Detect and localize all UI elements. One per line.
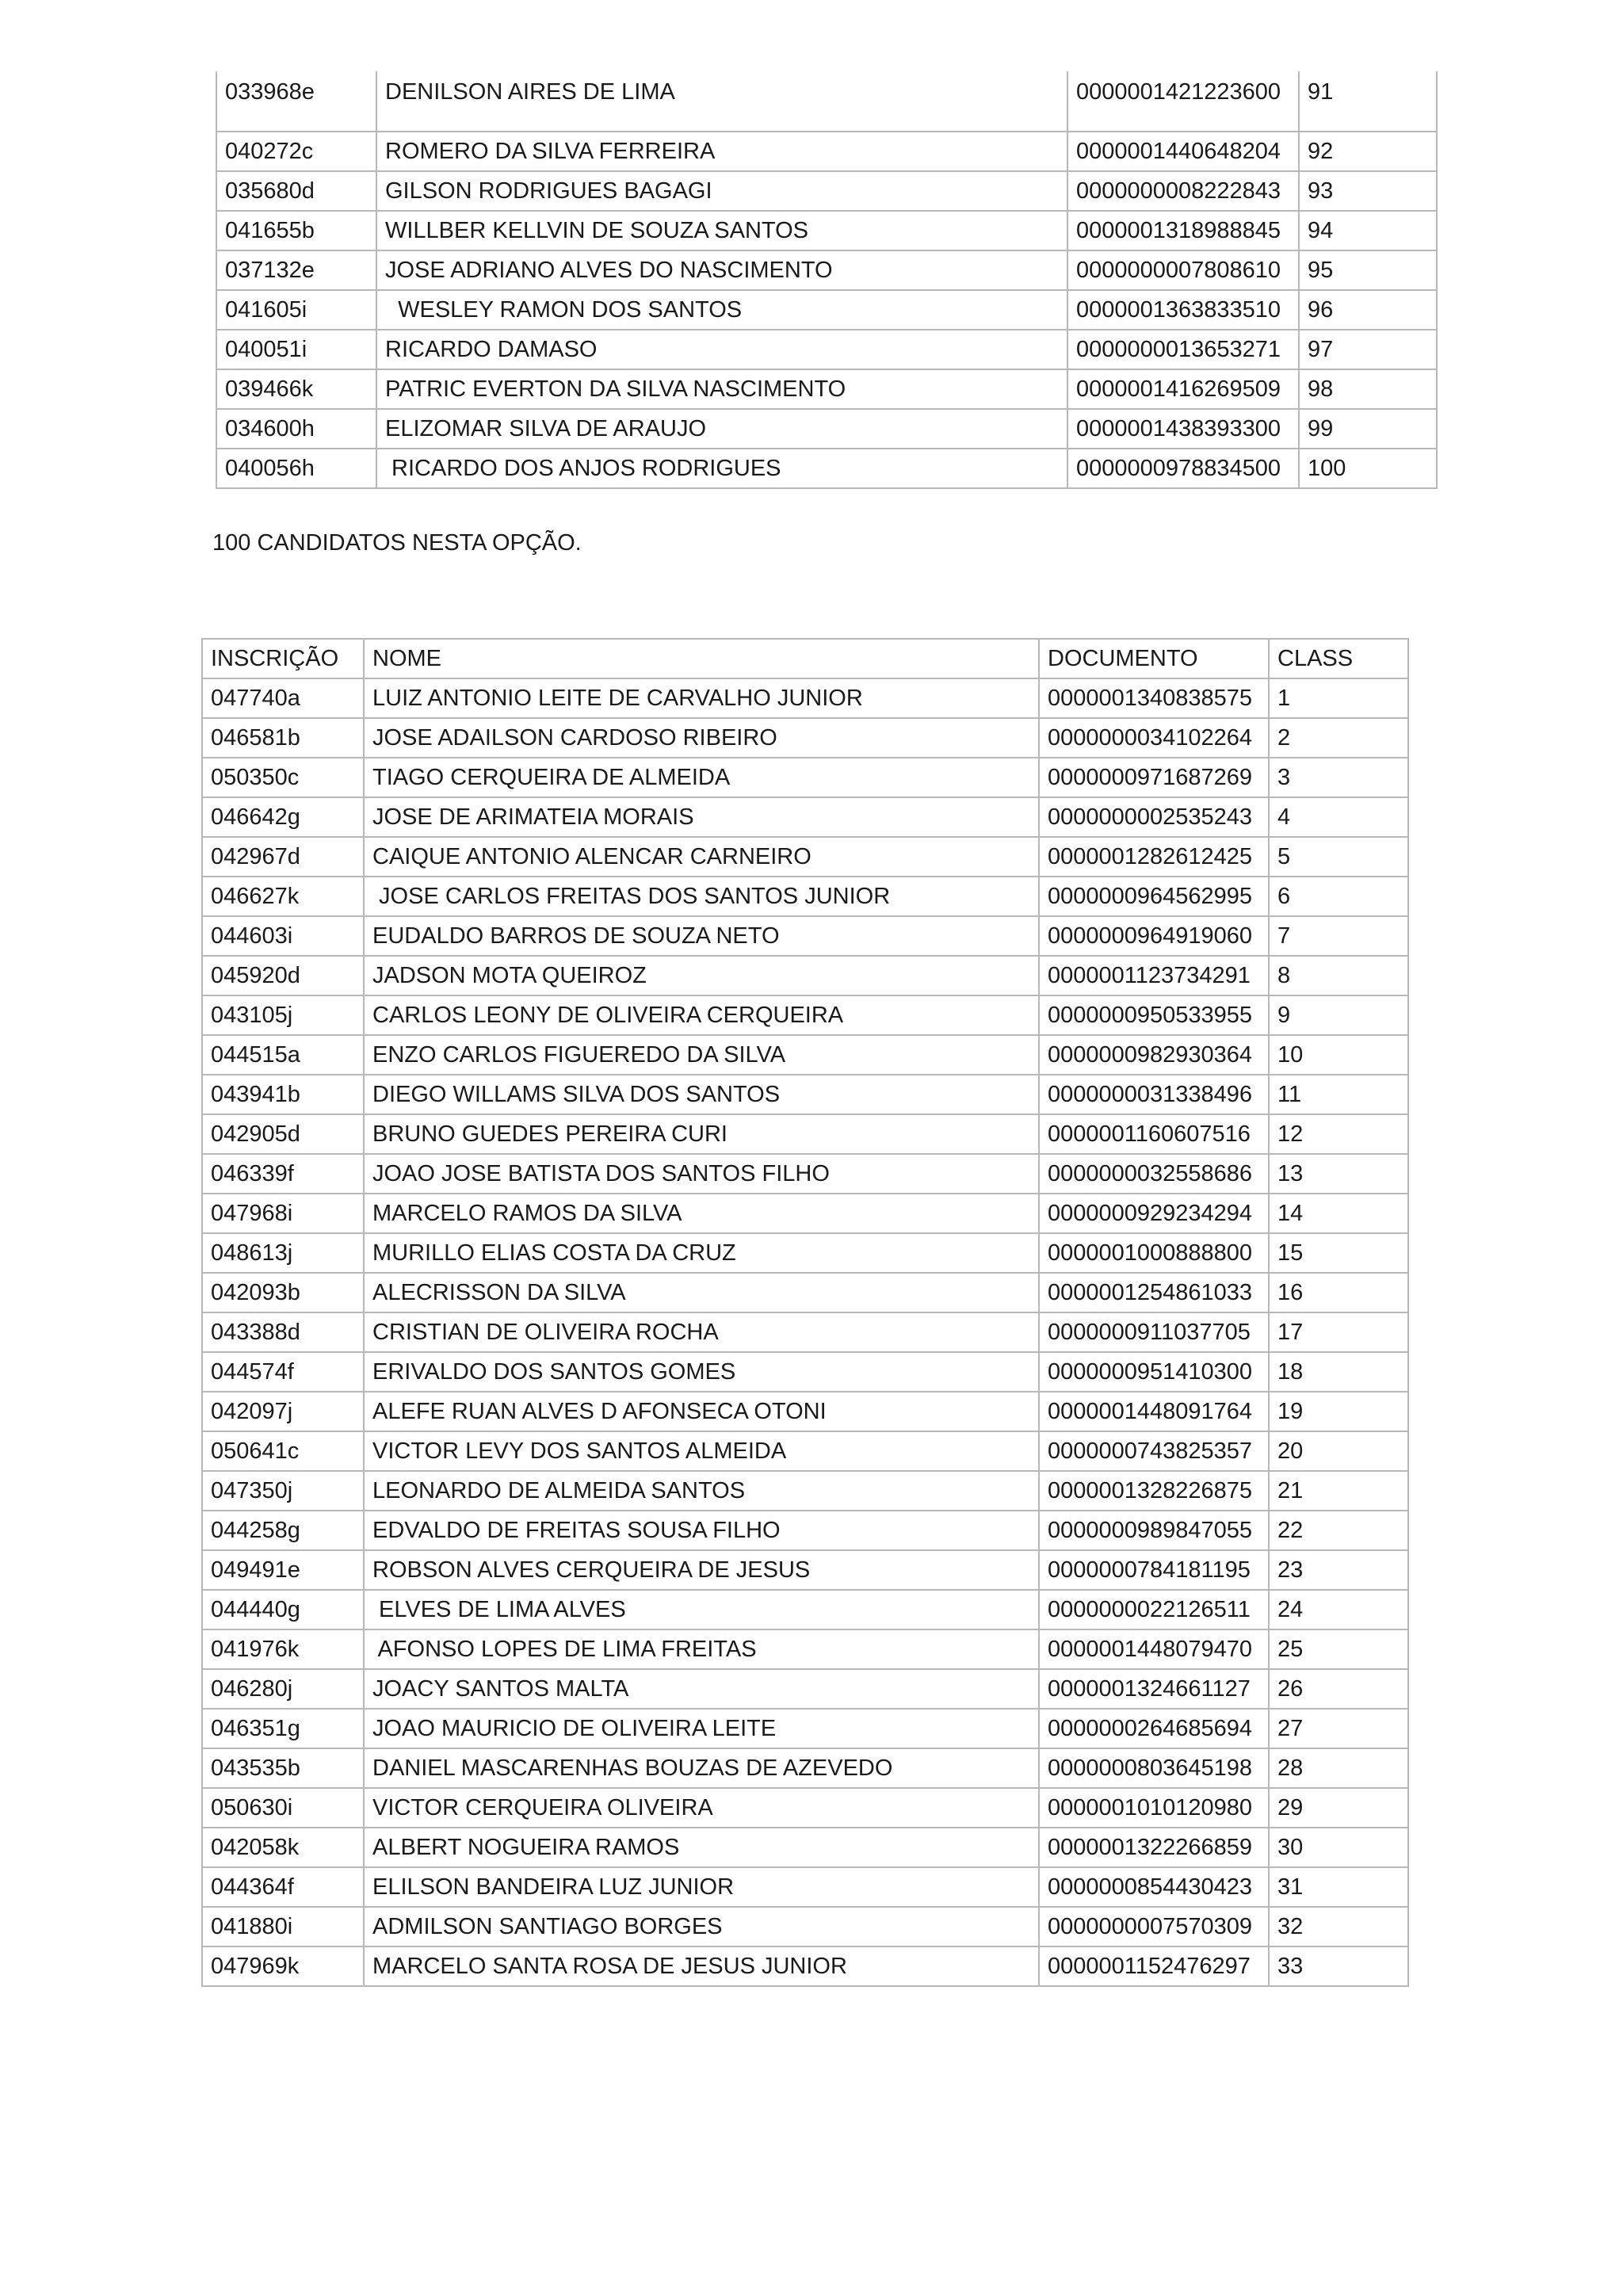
table-row	[202, 956, 1408, 995]
inscricao-cell: 046351g	[202, 1709, 364, 1748]
class-cell: 10	[1269, 1035, 1408, 1075]
documento-cell: 0000000982930364	[1039, 1035, 1269, 1075]
table-row	[216, 290, 1437, 330]
documento-cell: 0000000929234294	[1039, 1194, 1269, 1233]
nome-cell: DANIEL MASCARENHAS BOUZAS DE AZEVEDO	[364, 1748, 1039, 1788]
table-row	[202, 916, 1408, 956]
inscricao-cell: 040272c	[216, 132, 376, 171]
class-cell: 96	[1299, 290, 1437, 330]
class-cell: 8	[1269, 956, 1408, 995]
nome-cell: MARCELO RAMOS DA SILVA	[364, 1194, 1039, 1233]
inscricao-cell: 041605i	[216, 290, 376, 330]
class-cell: 15	[1269, 1233, 1408, 1273]
documento-cell: 0000001000888800	[1039, 1233, 1269, 1273]
table-row	[202, 1431, 1408, 1471]
documento-cell: 0000001318988845	[1067, 211, 1299, 250]
class-cell: 21	[1269, 1471, 1408, 1511]
inscricao-cell: 042058k	[202, 1828, 364, 1867]
table-row	[202, 1075, 1408, 1114]
class-cell: 99	[1299, 409, 1437, 449]
documento-cell: 0000001421223600	[1067, 71, 1299, 132]
nome-cell: LEONARDO DE ALMEIDA SANTOS	[364, 1471, 1039, 1511]
documento-cell: 0000001340838575	[1039, 678, 1269, 718]
inscricao-cell: 047740a	[202, 678, 364, 718]
table-row	[202, 1273, 1408, 1312]
table-row	[216, 171, 1437, 211]
nome-cell: DIEGO WILLAMS SILVA DOS SANTOS	[364, 1075, 1039, 1114]
inscricao-cell: 046280j	[202, 1669, 364, 1709]
documento-cell: 0000000013653271	[1067, 330, 1299, 369]
nome-cell: CRISTIAN DE OLIVEIRA ROCHA	[364, 1312, 1039, 1352]
nome-cell: ELILSON BANDEIRA LUZ JUNIOR	[364, 1867, 1039, 1907]
inscricao-cell: 033968e	[216, 71, 376, 132]
documento-cell: 0000000964562995	[1039, 877, 1269, 916]
nome-cell: JOSE DE ARIMATEIA MORAIS	[364, 797, 1039, 837]
inscricao-cell: 034600h	[216, 409, 376, 449]
nome-cell: EDVALDO DE FREITAS SOUSA FILHO	[364, 1511, 1039, 1550]
class-cell: 2	[1269, 718, 1408, 758]
table-row	[202, 1114, 1408, 1154]
nome-cell: EUDALDO BARROS DE SOUZA NETO	[364, 916, 1039, 956]
table-row	[202, 718, 1408, 758]
nome-cell: PATRIC EVERTON DA SILVA NASCIMENTO	[376, 369, 1067, 409]
documento-cell: 0000001328226875	[1039, 1471, 1269, 1511]
table-row	[202, 1828, 1408, 1867]
inscricao-cell: 049491e	[202, 1550, 364, 1590]
documento-cell: 0000000911037705	[1039, 1312, 1269, 1352]
candidates-table-body	[202, 678, 1408, 1986]
table-row	[202, 1233, 1408, 1273]
class-cell: 94	[1299, 211, 1437, 250]
nome-cell: ALECRISSON DA SILVA	[364, 1273, 1039, 1312]
class-cell: 27	[1269, 1709, 1408, 1748]
nome-cell: CAIQUE ANTONIO ALENCAR CARNEIRO	[364, 837, 1039, 877]
table-row	[202, 1392, 1408, 1431]
nome-cell: DENILSON AIRES DE LIMA	[376, 71, 1067, 132]
table-row	[202, 1035, 1408, 1075]
inscricao-cell: 035680d	[216, 171, 376, 211]
table-row	[202, 877, 1408, 916]
candidates-table	[201, 638, 1409, 1987]
nome-cell: WILLBER KELLVIN DE SOUZA SANTOS	[376, 211, 1067, 250]
class-cell: 13	[1269, 1154, 1408, 1194]
inscricao-cell: 043535b	[202, 1748, 364, 1788]
inscricao-cell: 043388d	[202, 1312, 364, 1352]
table-row	[216, 211, 1437, 250]
documento-cell: 0000001448079470	[1039, 1629, 1269, 1669]
table-row	[202, 1471, 1408, 1511]
table-row	[216, 449, 1437, 488]
inscricao-cell: 047350j	[202, 1471, 364, 1511]
nome-cell: ALBERT NOGUEIRA RAMOS	[364, 1828, 1039, 1867]
table-row	[202, 837, 1408, 877]
table-row	[216, 250, 1437, 290]
documento-cell: 0000000002535243	[1039, 797, 1269, 837]
nome-cell: ADMILSON SANTIAGO BORGES	[364, 1907, 1039, 1946]
inscricao-cell: 046339f	[202, 1154, 364, 1194]
table-row	[202, 995, 1408, 1035]
nome-cell: JADSON MOTA QUEIROZ	[364, 956, 1039, 995]
class-cell: 9	[1269, 995, 1408, 1035]
nome-cell: JOACY SANTOS MALTA	[364, 1669, 1039, 1709]
documento-cell: 0000000784181195	[1039, 1550, 1269, 1590]
class-cell: 20	[1269, 1431, 1408, 1471]
header-class: CLASS	[1269, 639, 1408, 678]
documento-cell: 0000001282612425	[1039, 837, 1269, 877]
inscricao-cell: 037132e	[216, 250, 376, 290]
documento-cell: 0000000989847055	[1039, 1511, 1269, 1550]
documento-cell: 0000000743825357	[1039, 1431, 1269, 1471]
documento-cell: 0000001438393300	[1067, 409, 1299, 449]
documento-cell: 0000000034102264	[1039, 718, 1269, 758]
table-row	[216, 409, 1437, 449]
documento-cell: 0000001363833510	[1067, 290, 1299, 330]
documento-cell: 0000001160607516	[1039, 1114, 1269, 1154]
documento-cell: 0000001322266859	[1039, 1828, 1269, 1867]
table-row	[202, 1867, 1408, 1907]
class-cell: 7	[1269, 916, 1408, 956]
class-cell: 1	[1269, 678, 1408, 718]
documento-cell: 0000001254861033	[1039, 1273, 1269, 1312]
nome-cell: BRUNO GUEDES PEREIRA CURI	[364, 1114, 1039, 1154]
class-cell: 22	[1269, 1511, 1408, 1550]
table-row	[202, 1352, 1408, 1392]
nome-cell: ROBSON ALVES CERQUEIRA DE JESUS	[364, 1550, 1039, 1590]
nome-cell: ELVES DE LIMA ALVES	[364, 1590, 1039, 1629]
class-cell: 26	[1269, 1669, 1408, 1709]
table-row	[202, 1590, 1408, 1629]
documento-cell: 0000001324661127	[1039, 1669, 1269, 1709]
class-cell: 18	[1269, 1352, 1408, 1392]
table-row	[202, 1709, 1408, 1748]
documento-cell: 0000000951410300	[1039, 1352, 1269, 1392]
inscricao-cell: 045920d	[202, 956, 364, 995]
class-cell: 25	[1269, 1629, 1408, 1669]
nome-cell: ELIZOMAR SILVA DE ARAUJO	[376, 409, 1067, 449]
inscricao-cell: 050630i	[202, 1788, 364, 1828]
nome-cell: MARCELO SANTA ROSA DE JESUS JUNIOR	[364, 1946, 1039, 1986]
table-row	[202, 1629, 1408, 1669]
class-cell: 91	[1299, 71, 1437, 132]
inscricao-cell: 043105j	[202, 995, 364, 1035]
class-cell: 98	[1299, 369, 1437, 409]
table-row	[202, 1748, 1408, 1788]
table-row	[202, 1550, 1408, 1590]
inscricao-cell: 039466k	[216, 369, 376, 409]
nome-cell: LUIZ ANTONIO LEITE DE CARVALHO JUNIOR	[364, 678, 1039, 718]
inscricao-cell: 042905d	[202, 1114, 364, 1154]
nome-cell: TIAGO CERQUEIRA DE ALMEIDA	[364, 758, 1039, 797]
documento-cell: 0000000803645198	[1039, 1748, 1269, 1788]
class-cell: 12	[1269, 1114, 1408, 1154]
header-documento: DOCUMENTO	[1039, 639, 1269, 678]
nome-cell: JOAO MAURICIO DE OLIVEIRA LEITE	[364, 1709, 1039, 1748]
documento-cell: 0000000032558686	[1039, 1154, 1269, 1194]
documento-cell: 0000000978834500	[1067, 449, 1299, 488]
documento-cell: 0000000964919060	[1039, 916, 1269, 956]
documento-cell: 0000001010120980	[1039, 1788, 1269, 1828]
table-row	[216, 369, 1437, 409]
inscricao-cell: 042967d	[202, 837, 364, 877]
table-row	[202, 758, 1408, 797]
table-row	[202, 678, 1408, 718]
class-cell: 11	[1269, 1075, 1408, 1114]
nome-cell: ENZO CARLOS FIGUEREDO DA SILVA	[364, 1035, 1039, 1075]
documento-cell: 0000001416269509	[1067, 369, 1299, 409]
table-row	[202, 1511, 1408, 1550]
nome-cell: ROMERO DA SILVA FERREIRA	[376, 132, 1067, 171]
nome-cell: CARLOS LEONY DE OLIVEIRA CERQUEIRA	[364, 995, 1039, 1035]
class-cell: 3	[1269, 758, 1408, 797]
inscricao-cell: 046581b	[202, 718, 364, 758]
class-cell: 33	[1269, 1946, 1408, 1986]
class-cell: 29	[1269, 1788, 1408, 1828]
nome-cell: ALEFE RUAN ALVES D AFONSECA OTONI	[364, 1392, 1039, 1431]
inscricao-cell: 050641c	[202, 1431, 364, 1471]
nome-cell: WESLEY RAMON DOS SANTOS	[376, 290, 1067, 330]
inscricao-cell: 041655b	[216, 211, 376, 250]
inscricao-cell: 048613j	[202, 1233, 364, 1273]
class-cell: 28	[1269, 1748, 1408, 1788]
nome-cell: VICTOR CERQUEIRA OLIVEIRA	[364, 1788, 1039, 1828]
nome-cell: MURILLO ELIAS COSTA DA CRUZ	[364, 1233, 1039, 1273]
inscricao-cell: 047969k	[202, 1946, 364, 1986]
class-cell: 92	[1299, 132, 1437, 171]
class-cell: 16	[1269, 1273, 1408, 1312]
class-cell: 93	[1299, 171, 1437, 211]
nome-cell: JOSE CARLOS FREITAS DOS SANTOS JUNIOR	[364, 877, 1039, 916]
class-cell: 19	[1269, 1392, 1408, 1431]
class-cell: 5	[1269, 837, 1408, 877]
class-cell: 6	[1269, 877, 1408, 916]
documento-cell: 0000000007570309	[1039, 1907, 1269, 1946]
inscricao-cell: 046642g	[202, 797, 364, 837]
inscricao-cell: 044440g	[202, 1590, 364, 1629]
candidates-table-continued	[216, 71, 1438, 489]
inscricao-cell: 044574f	[202, 1352, 364, 1392]
table-row	[202, 1312, 1408, 1352]
inscricao-cell: 050350c	[202, 758, 364, 797]
inscricao-cell: 040051i	[216, 330, 376, 369]
nome-cell: RICARDO DAMASO	[376, 330, 1067, 369]
documento-cell: 0000000008222843	[1067, 171, 1299, 211]
candidates-summary: 100 CANDIDATOS NESTA OPÇÃO.	[212, 530, 582, 556]
nome-cell: AFONSO LOPES DE LIMA FREITAS	[364, 1629, 1039, 1669]
inscricao-cell: 044603i	[202, 916, 364, 956]
inscricao-cell: 044364f	[202, 1867, 364, 1907]
class-cell: 24	[1269, 1590, 1408, 1629]
inscricao-cell: 044258g	[202, 1511, 364, 1550]
nome-cell: GILSON RODRIGUES BAGAGI	[376, 171, 1067, 211]
inscricao-cell: 046627k	[202, 877, 364, 916]
class-cell: 95	[1299, 250, 1437, 290]
inscricao-cell: 041976k	[202, 1629, 364, 1669]
nome-cell: JOAO JOSE BATISTA DOS SANTOS FILHO	[364, 1154, 1039, 1194]
nome-cell: ERIVALDO DOS SANTOS GOMES	[364, 1352, 1039, 1392]
nome-cell: VICTOR LEVY DOS SANTOS ALMEIDA	[364, 1431, 1039, 1471]
class-cell: 31	[1269, 1867, 1408, 1907]
table-row	[202, 1788, 1408, 1828]
table-row	[216, 132, 1437, 171]
documento-cell: 0000000264685694	[1039, 1709, 1269, 1748]
table-row	[202, 1669, 1408, 1709]
table-row	[202, 1907, 1408, 1946]
class-cell: 32	[1269, 1907, 1408, 1946]
nome-cell: JOSE ADRIANO ALVES DO NASCIMENTO	[376, 250, 1067, 290]
inscricao-cell: 047968i	[202, 1194, 364, 1233]
documento-cell: 0000001123734291	[1039, 956, 1269, 995]
class-cell: 30	[1269, 1828, 1408, 1867]
documento-cell: 0000000854430423	[1039, 1867, 1269, 1907]
candidates-table-body	[216, 71, 1437, 488]
table-header-row	[202, 639, 1408, 678]
inscricao-cell: 043941b	[202, 1075, 364, 1114]
header-inscricao: INSCRIÇÃO	[202, 639, 364, 678]
class-cell: 17	[1269, 1312, 1408, 1352]
inscricao-cell: 040056h	[216, 449, 376, 488]
documento-cell: 0000000031338496	[1039, 1075, 1269, 1114]
table-row	[202, 1946, 1408, 1986]
documento-cell: 0000000950533955	[1039, 995, 1269, 1035]
inscricao-cell: 041880i	[202, 1907, 364, 1946]
class-cell: 97	[1299, 330, 1437, 369]
table-row	[216, 330, 1437, 369]
inscricao-cell: 042093b	[202, 1273, 364, 1312]
table-row	[216, 71, 1437, 132]
documento-cell: 0000000022126511	[1039, 1590, 1269, 1629]
inscricao-cell: 044515a	[202, 1035, 364, 1075]
documento-cell: 0000000007808610	[1067, 250, 1299, 290]
documento-cell: 0000001152476297	[1039, 1946, 1269, 1986]
documento-cell: 0000000971687269	[1039, 758, 1269, 797]
class-cell: 23	[1269, 1550, 1408, 1590]
nome-cell: RICARDO DOS ANJOS RODRIGUES	[376, 449, 1067, 488]
class-cell: 4	[1269, 797, 1408, 837]
class-cell: 100	[1299, 449, 1437, 488]
table-row	[202, 1154, 1408, 1194]
documento-cell: 0000001448091764	[1039, 1392, 1269, 1431]
nome-cell: JOSE ADAILSON CARDOSO RIBEIRO	[364, 718, 1039, 758]
documento-cell: 0000001440648204	[1067, 132, 1299, 171]
header-nome: NOME	[364, 639, 1039, 678]
table-row	[202, 797, 1408, 837]
table-row	[202, 1194, 1408, 1233]
inscricao-cell: 042097j	[202, 1392, 364, 1431]
class-cell: 14	[1269, 1194, 1408, 1233]
